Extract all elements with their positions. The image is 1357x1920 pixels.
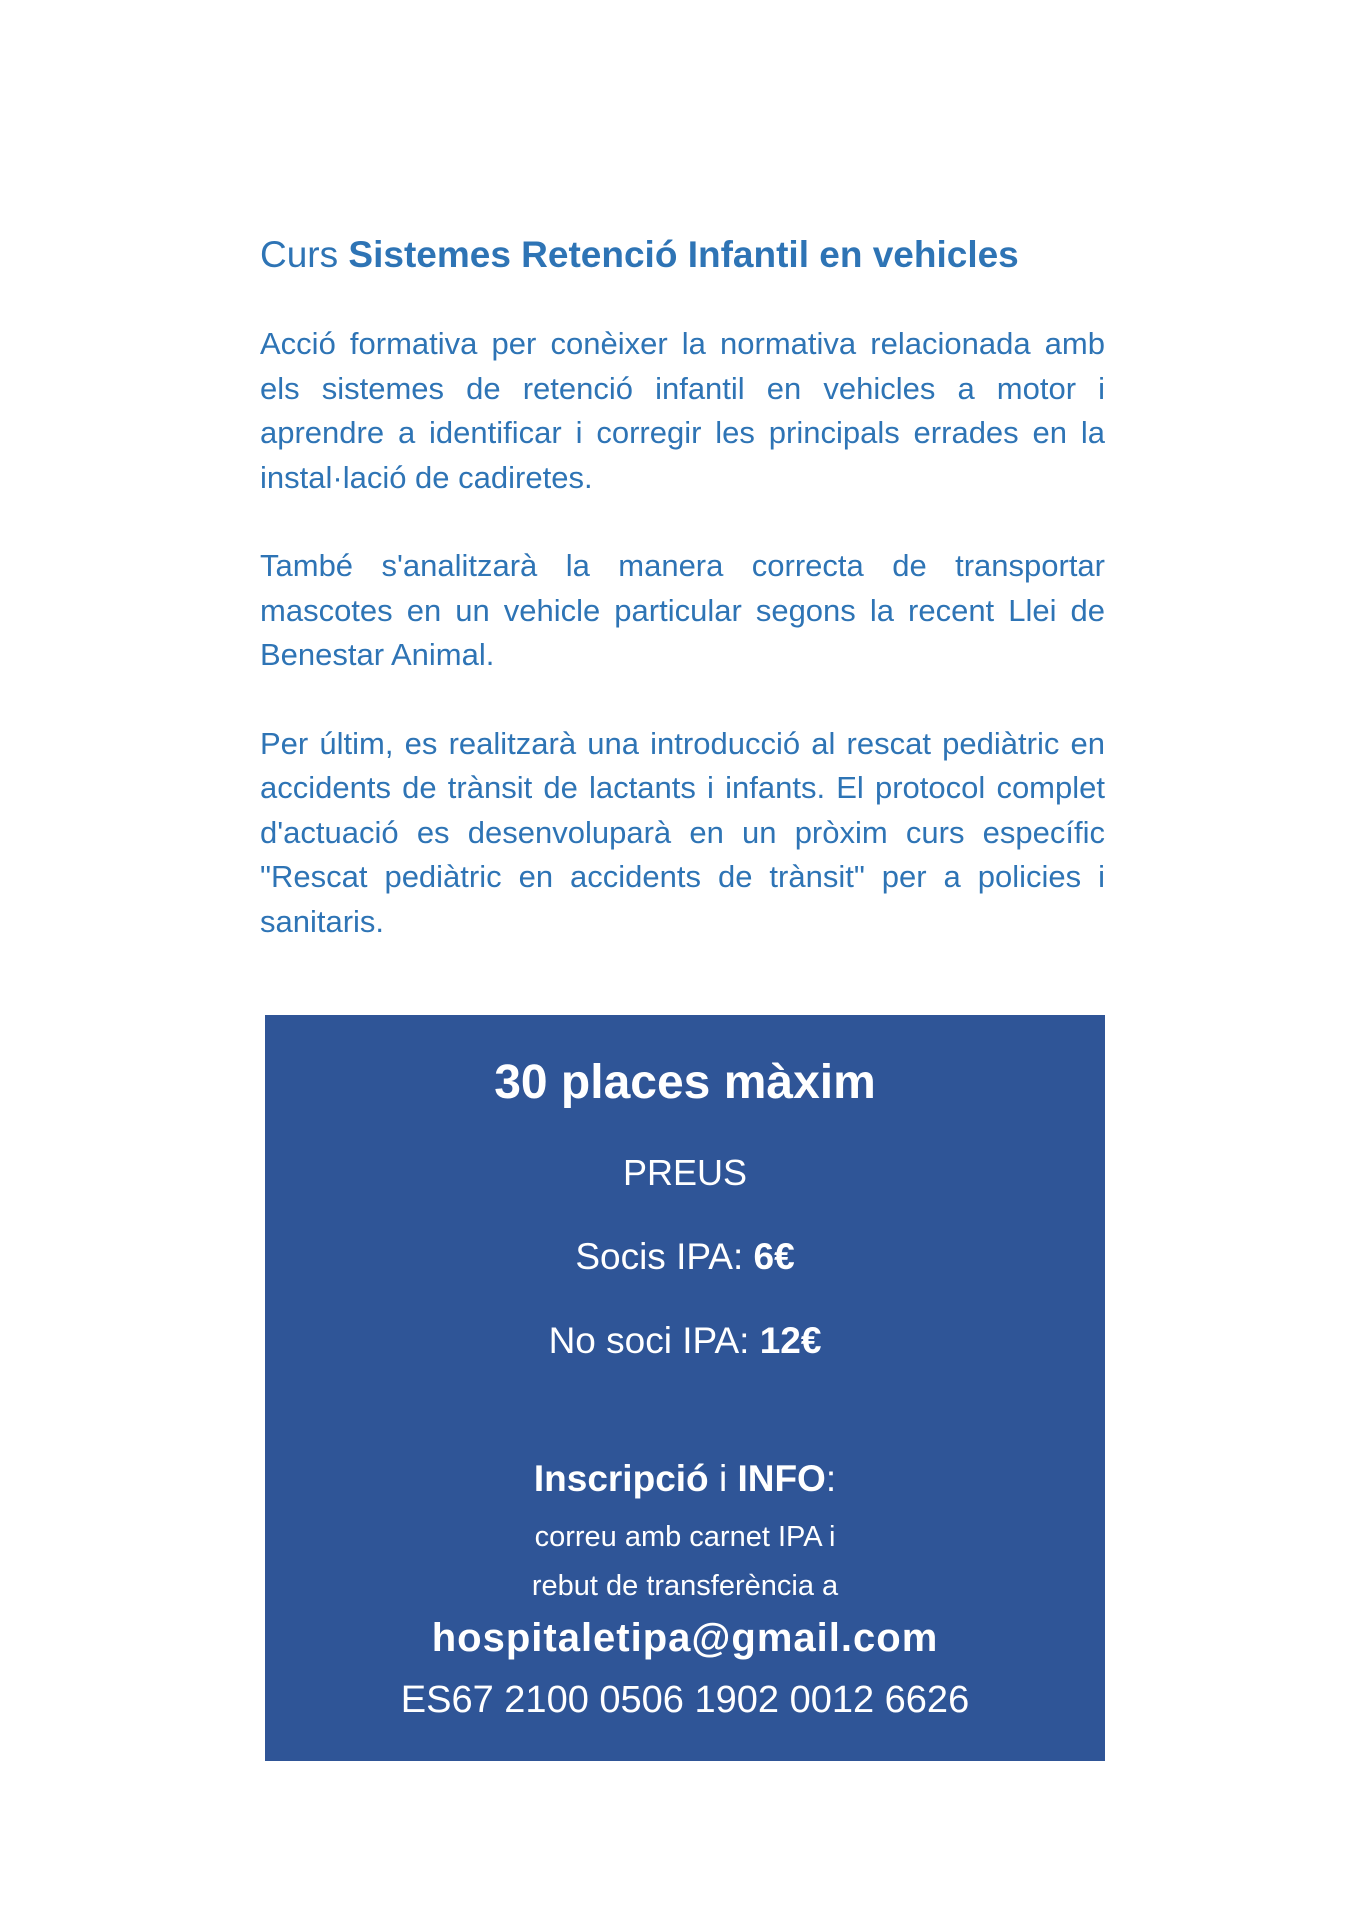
info-word: INFO <box>737 1458 826 1499</box>
registration-conjunction: i <box>718 1458 728 1499</box>
paragraph-rescue: Per últim, es realitzarà una introducció al rescat pediàtric en accidents de trànsit de lactants i infants. El protocol complet d'actuació es desenvoluparà en un pròxim curs específic "Rescat pediàtric en accidents de trànsit" per a policies i sanitaris. <box>260 725 1105 939</box>
price-members <box>265 1233 1105 1281</box>
max-places: 30 places màxim <box>494 1056 876 1109</box>
bank-account-iban: ES67 2100 0506 1902 0012 6626 <box>400 1679 970 1721</box>
paragraph-pets: També s'analitzarà la manera correcta de transportar mascotes en un vehicle particular segons la recent Llei de Benestar Animal. <box>260 548 1105 672</box>
paragraph-intro: Acció formativa per conèixer la normativa relacionada amb els sistemes de retenció infantil en vehicles a motor i aprendre a identificar i corregir les principals errades en la instal·lació de cadiretes. <box>260 326 1105 495</box>
contact-email[interactable]: hospitaletipa@gmail.com <box>431 1616 939 1660</box>
registration-colon: : <box>825 1458 837 1499</box>
course-description <box>260 228 1105 944</box>
title-course-name: Sistemes Retenció Infantil en vehicles <box>348 234 1019 275</box>
title-prefix: Curs <box>260 234 339 275</box>
registration-instructions-line2: rebut de transferència a <box>531 1570 839 1602</box>
registration-heading <box>265 1455 1105 1503</box>
price-nonmembers-value: 12€ <box>759 1320 822 1361</box>
price-members-label: Socis IPA: <box>575 1236 744 1277</box>
prices-heading: PREUS <box>622 1152 748 1193</box>
registration-word: Inscripció <box>533 1458 709 1499</box>
course-title <box>260 228 1105 282</box>
registration-info-box <box>265 1015 1105 1761</box>
price-nonmembers <box>265 1317 1105 1365</box>
registration-instructions-line1: correu amb carnet IPA i <box>534 1521 836 1553</box>
price-members-value: 6€ <box>753 1236 795 1277</box>
price-nonmembers-label: No soci IPA: <box>548 1320 750 1361</box>
